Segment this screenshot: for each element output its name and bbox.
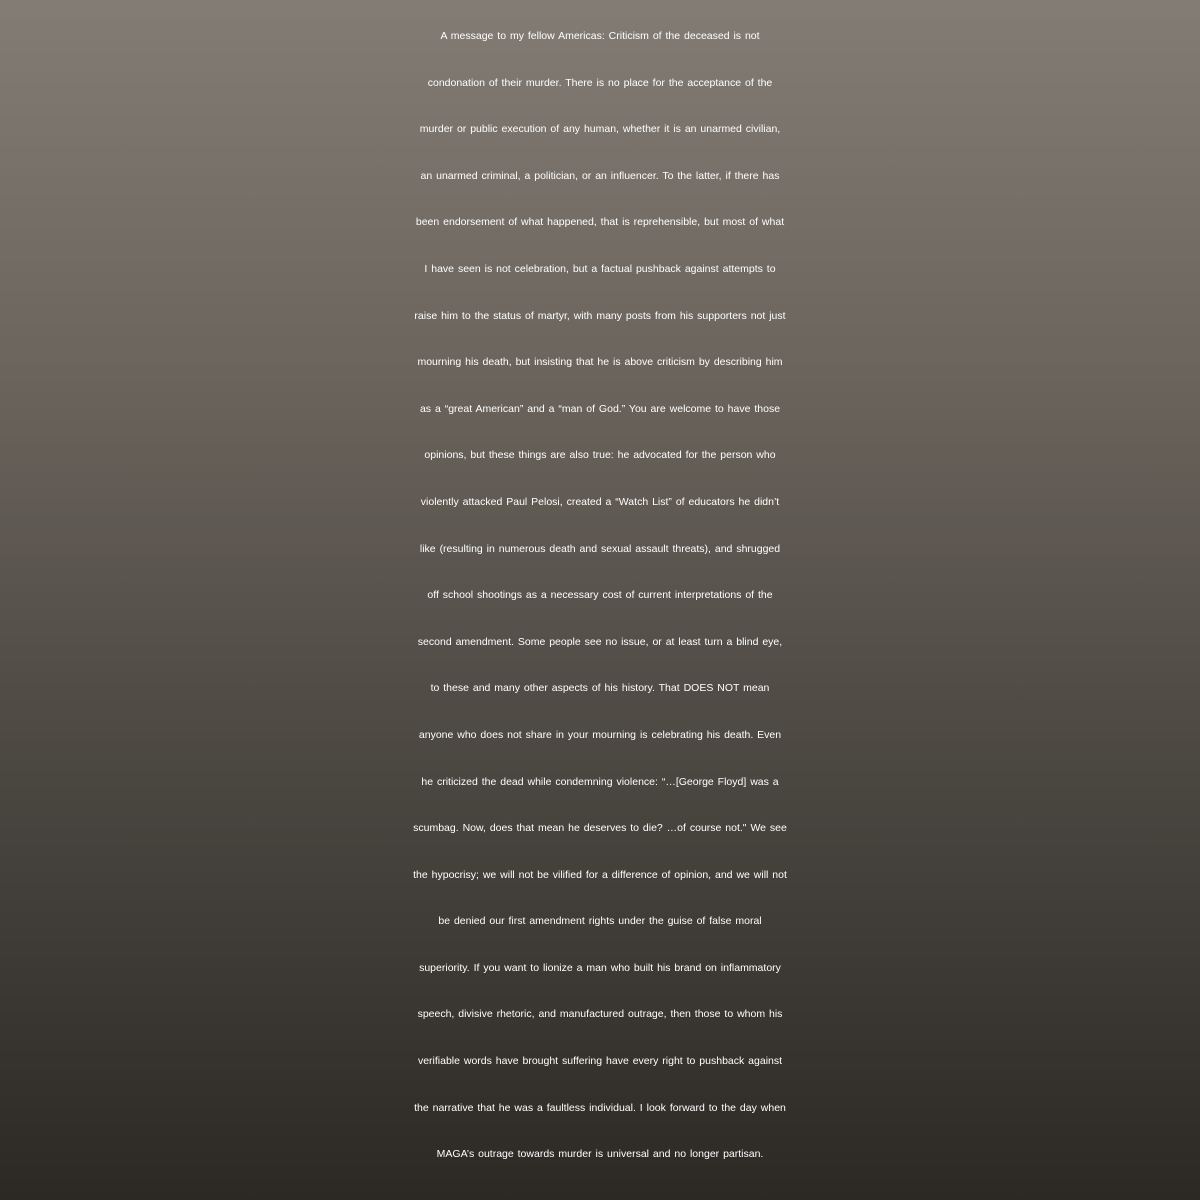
post-line: raise him to the status of martyr, with many posts from his supporters not just <box>414 309 786 322</box>
post-line: be denied our first amendment rights under the guise of false moral <box>438 915 762 928</box>
post-line: the narrative that he was a faultless individual. I look forward to the day when <box>414 1101 786 1114</box>
post-line: like (resulting in numerous death and sexual assault threats), and shrugged <box>419 542 781 555</box>
post-line: speech, divisive rhetoric, and manufactured outrage, then those to whom his <box>417 1008 783 1021</box>
post-line: superiority. If you want to lionize a man who built his brand on inflammatory <box>419 961 781 974</box>
post-line: murder or public execution of any human, whether it is an unarmed civilian, <box>419 123 781 136</box>
post-line: an unarmed criminal, a politician, or an influencer. To the latter, if there has <box>420 169 780 182</box>
post-line: opinions, but these things are also true: he advocated for the person who <box>424 449 776 462</box>
post-line: been endorsement of what happened, that is reprehensible, but most of what <box>415 216 785 229</box>
post-line: violently attacked Paul Pelosi, created a “Watch List” of educators he didn’t <box>420 495 780 508</box>
post-line: mourning his death, but insisting that he is above criticism by describing him <box>417 356 783 369</box>
post-line: he criticized the dead while condemning violence: “…[George Floyd] was a <box>421 775 779 788</box>
post-line: scumbag. Now, does that mean he deserves to die? …of course not." We see <box>413 822 787 835</box>
post-line: the hypocrisy; we will not be vilified for a difference of opinion, and we will not <box>413 868 787 881</box>
post-line: I have seen is not celebration, but a factual pushback against attempts to <box>424 262 776 275</box>
post-line: to these and many other aspects of his history. That DOES NOT mean <box>430 682 770 695</box>
post-line: second amendment. Some people see no issue, or at least turn a blind eye, <box>417 635 783 648</box>
post-line: MAGA’s outrage towards murder is universal and no longer partisan. <box>436 1148 764 1161</box>
post-line: A message to my fellow Americas: Criticism of the deceased is not <box>440 30 760 42</box>
post-line: as a “great American” and a “man of God.” You are welcome to have those <box>419 402 781 415</box>
post-line: condonation of their murder. There is no place for the acceptance of the <box>427 76 773 89</box>
post-line: anyone who does not share in your mourning is celebrating his death. Even <box>418 728 782 741</box>
post-line: off school shootings as a necessary cost of current interpretations of the <box>427 589 773 602</box>
post-line: verifiable words have brought suffering have every right to pushback against <box>417 1055 783 1068</box>
post-body <box>0 13 1200 1178</box>
